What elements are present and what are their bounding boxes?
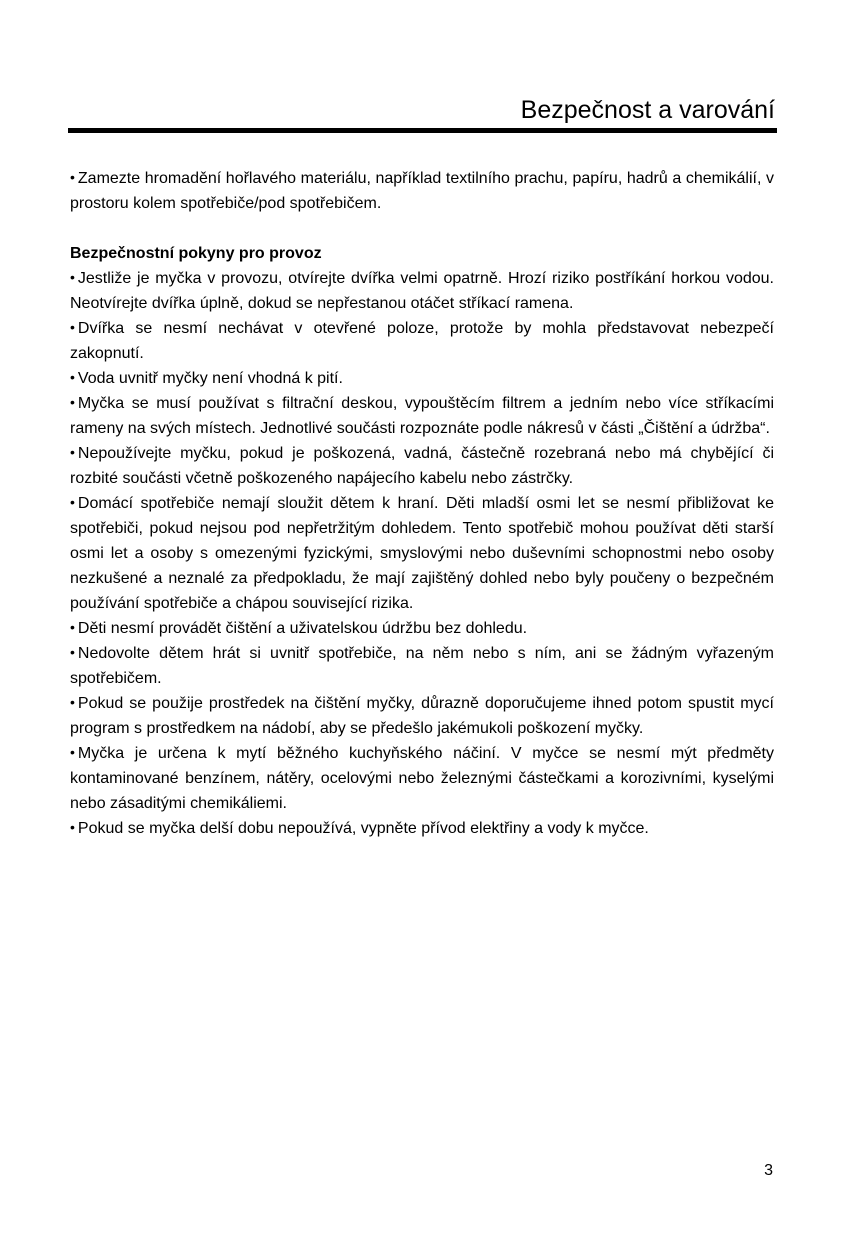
intro-paragraph [70,166,774,216]
safety-instructions-list [70,266,774,841]
bullet-icon: • [70,169,75,185]
bullet-icon: • [70,394,75,410]
list-item [70,391,774,441]
page-section-title: Bezpečnost a varování [520,96,775,124]
bullet-icon: • [70,694,75,710]
list-item-text: Voda uvnitř myčky není vhodná k pití. [77,370,343,387]
list-item [70,691,774,741]
list-item [70,616,774,641]
list-item [70,316,774,366]
list-item [70,366,774,391]
bullet-icon: • [70,269,75,285]
list-item-text: Nepoužívejte myčku, pokud je poškozená, vadná, částečně rozebraná nebo má chybějící či rozbité součásti včetně poškozeného napájecího kabelu nebo zástrčky. [70,445,774,487]
list-item [70,441,774,491]
list-item-text: Jestliže je myčka v provozu, otvírejte dvířka velmi opatrně. Hrozí riziko postříkání horkou vodou. Neotvírejte dvířka úplně, dokud se nepřestanou otáčet stříkací ramena. [70,270,774,312]
list-item-text: Myčka se musí používat s filtrační deskou, vypouštěcím filtrem a jedním nebo více stříkacími rameny na svých místech. Jednotlivé součásti rozpoznáte podle nákresů v části „Čištění a údržba“. [70,395,774,437]
bullet-icon: • [70,619,75,635]
bullet-icon: • [70,494,75,510]
list-item-text: Pokud se myčka delší dobu nepoužívá, vypněte přívod elektřiny a vody k myčce. [77,820,649,837]
list-item-text: Pokud se použije prostředek na čištění myčky, důrazně doporučujeme ihned potom spustit mycí program s prostředkem na nádobí, aby se předešlo jakémukoli poškození myčky. [70,695,774,737]
list-item-text: Myčka je určena k mytí běžného kuchyňského náčiní. V myčce se nesmí mýt předměty kontaminované benzínem, nátěry, ocelovými nebo železnými částečkami a korozivními, kyselými nebo zásaditými chemikáliemi. [70,745,774,812]
list-item [70,741,774,816]
document-body [70,166,774,841]
page-number: 3 [764,1162,773,1179]
list-item [70,641,774,691]
bullet-icon: • [70,819,75,835]
list-item [70,491,774,616]
list-item-text: Děti nesmí provádět čištění a uživatelskou údržbu bez dohledu. [77,620,528,637]
list-item [70,816,774,841]
list-item-text: Nedovolte dětem hrát si uvnitř spotřebiče, na něm nebo s ním, ani se žádným vyřazeným spotřebičem. [70,645,774,687]
bullet-icon: • [70,744,75,760]
bullet-icon: • [70,444,75,460]
list-item-text: Domácí spotřebiče nemají sloužit dětem k hraní. Děti mladší osmi let se nesmí přibližovat ke spotřebiči, pokud nejsou pod nepřetržitým dohledem. Tento spotřebič mohou používat děti starší osmi let a osoby s omezenými fyzickými, smyslovými nebo duševními schopnostmi nebo osoby nezkušené a neznalé za předpokladu, že mají zajištěný dohled nebo byly poučeny o bezpečném používání spotřebiče a chápou související rizika. [70,495,774,612]
bullet-icon: • [70,644,75,660]
header-divider [68,128,777,133]
list-item-text: Dvířka se nesmí nechávat v otevřené poloze, protože by mohla představovat nebezpečí zakopnutí. [70,320,774,362]
section-heading: Bezpečnostní pokyny pro provoz [70,245,322,262]
intro-text: Zamezte hromadění hořlavého materiálu, například textilního prachu, papíru, hadrů a chemikálií, v prostoru kolem spotřebiče/pod spotřebičem. [70,170,774,212]
paragraph-spacer [70,216,774,241]
bullet-icon: • [70,369,75,385]
list-item [70,266,774,316]
bullet-icon: • [70,319,75,335]
